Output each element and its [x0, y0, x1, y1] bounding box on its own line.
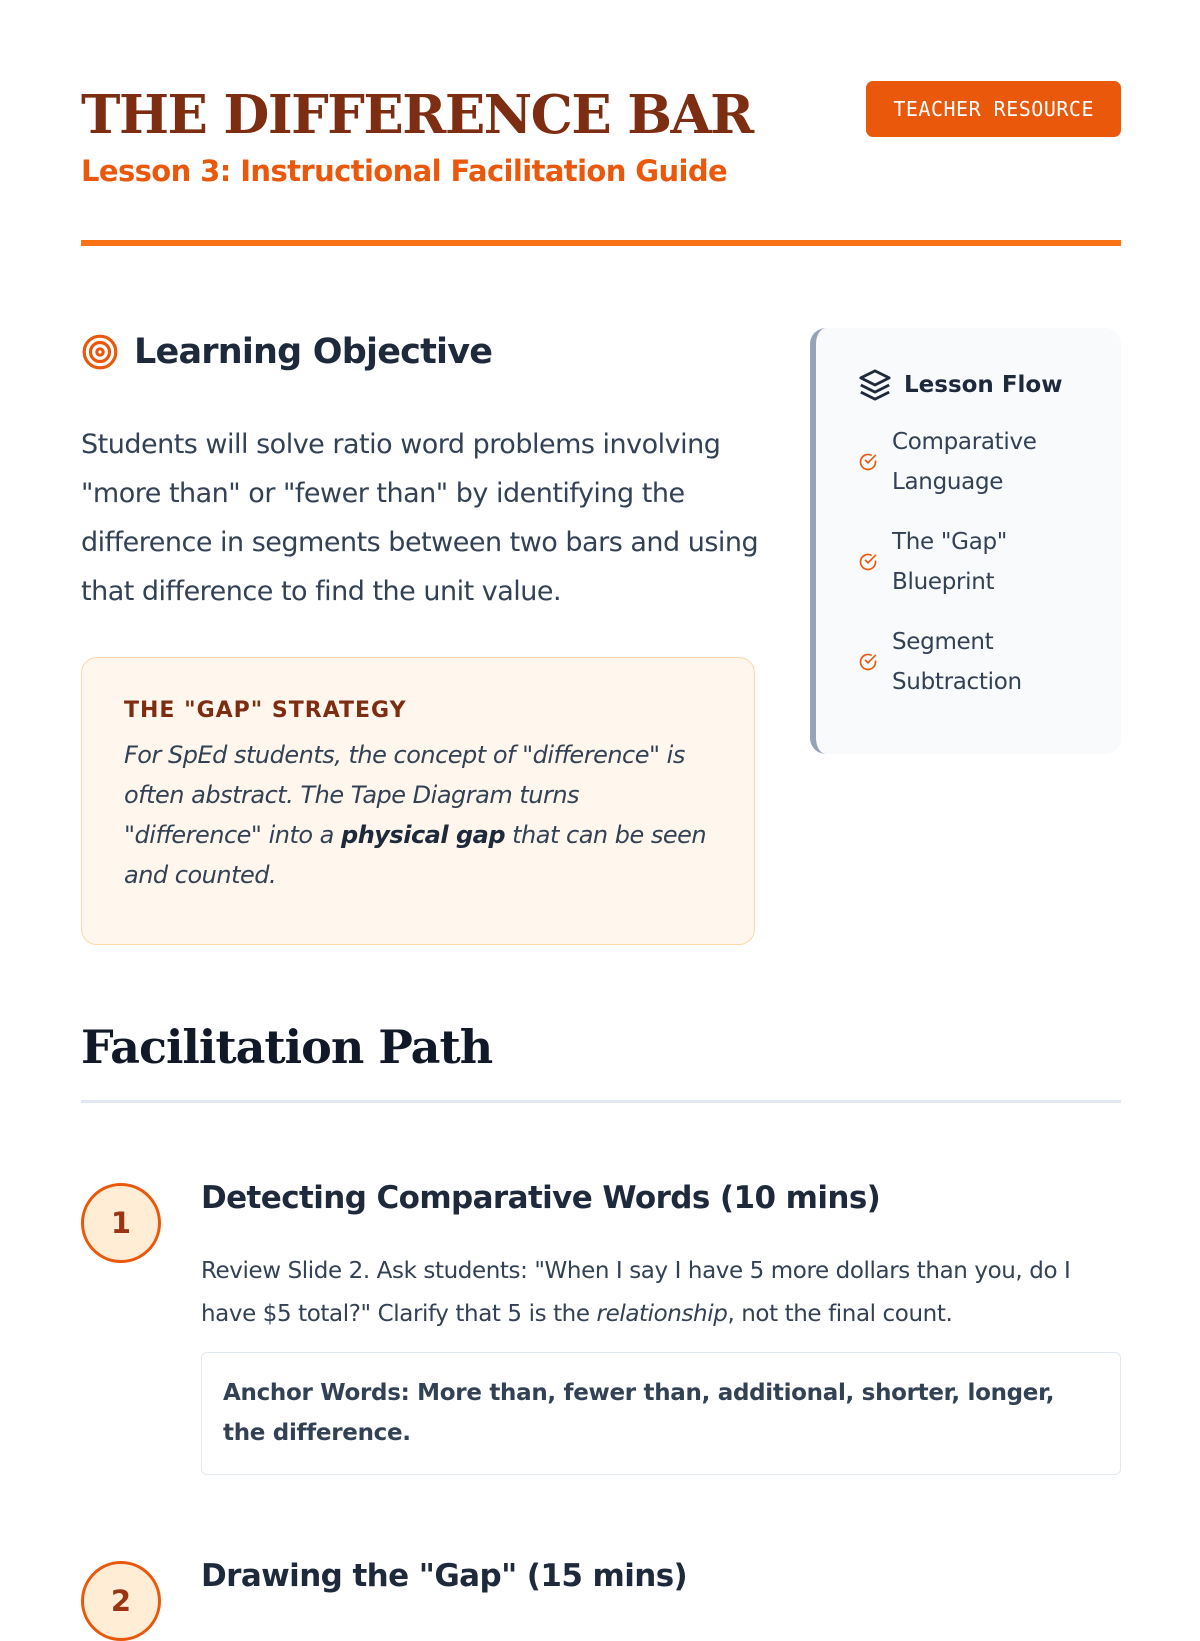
lesson-flow-item-label: Comparative Language — [892, 429, 1037, 495]
lesson-flow-item-label: Segment Subtraction — [892, 629, 1022, 695]
gap-strategy-callout — [81, 657, 755, 945]
layers-icon — [858, 368, 892, 402]
lesson-flow-item-label: The "Gap" Blueprint — [892, 529, 1008, 595]
facilitation-path-title: Facilitation Path — [81, 1020, 493, 1074]
gap-strategy-text-part: For SpEd students, the concept of "difference" is often abstract. The Tape Diagram turns "difference" into a — [124, 741, 685, 849]
gap-strategy-emphasis: physical gap — [341, 821, 505, 849]
check-circle-icon — [858, 452, 878, 472]
lesson-flow-item — [858, 522, 1101, 602]
teacher-resource-badge: TEACHER RESOURCE — [866, 81, 1121, 137]
target-icon — [81, 333, 119, 371]
step-number-badge: 1 — [81, 1183, 161, 1263]
step-title: Drawing the "Gap" (15 mins) — [201, 1558, 688, 1594]
step-title: Detecting Comparative Words (10 mins) — [201, 1180, 881, 1216]
step-description — [201, 1250, 1121, 1336]
lesson-flow-heading — [858, 368, 1101, 402]
lesson-flow-title: Lesson Flow — [904, 372, 1063, 398]
learning-objective-heading — [81, 332, 492, 372]
page-title: THE DIFFERENCE BAR — [81, 84, 753, 146]
step-description-emphasis: relationship — [596, 1301, 728, 1327]
check-circle-icon — [858, 552, 878, 572]
learning-objective-title: Learning Objective — [134, 332, 493, 372]
lesson-flow-item — [858, 622, 1101, 702]
step-description-part: Review Slide 2. Ask students: "When I say I have 5 more dollars than you, do I have $5 total?" Clarify that 5 is the — [201, 1258, 1071, 1327]
gap-strategy-text-part: that can be seen and counted. — [124, 821, 707, 889]
page-header — [81, 80, 1121, 188]
step-description-part: , not the final count. — [727, 1301, 953, 1327]
header-divider — [81, 240, 1121, 246]
lesson-flow-panel — [810, 328, 1121, 754]
lesson-flow-list — [858, 422, 1101, 702]
anchor-words-box: Anchor Words: More than, fewer than, additional, shorter, longer, the difference. — [201, 1352, 1121, 1475]
facilitation-divider — [81, 1100, 1121, 1103]
lesson-flow-item — [858, 422, 1101, 502]
learning-objective-text: Students will solve ratio word problems involving "more than" or "fewer than" by identifying the difference in segments between two bars and using that difference to find the unit value. — [81, 429, 759, 607]
check-circle-icon — [858, 652, 878, 672]
step-number-badge: 2 — [81, 1561, 161, 1641]
gap-strategy-text — [124, 735, 714, 895]
page-subtitle: Lesson 3: Instructional Facilitation Guide — [81, 154, 728, 188]
gap-strategy-label: THE "GAP" STRATEGY — [124, 698, 407, 723]
